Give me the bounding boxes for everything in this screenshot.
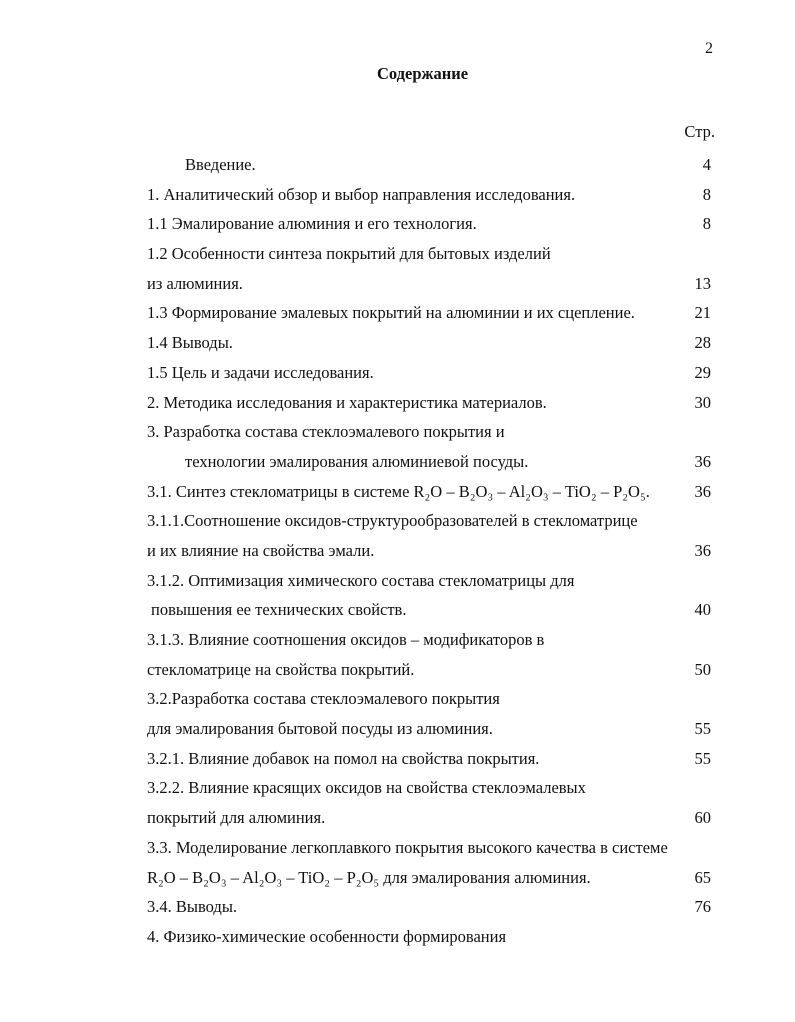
toc-entry — [0, 358, 795, 388]
toc-entry-title: Введение. — [185, 155, 256, 174]
toc-entry — [0, 239, 795, 269]
toc-entry-title: 3.1.3. Влияние соотношения оксидов – модификаторов в — [147, 630, 545, 649]
toc-entry-title: технологии эмалирования алюминиевой посуды. — [185, 451, 529, 471]
toc-entry-page: 76 — [694, 897, 711, 917]
toc-entry — [0, 477, 795, 507]
toc-entry-title: 2. Методика исследования и характеристика материалов. — [147, 392, 547, 412]
page-title: Содержание — [376, 64, 469, 83]
toc-entry-title: 3.4. Выводы. — [147, 897, 238, 917]
toc-entry-page: 28 — [694, 333, 711, 353]
toc-entry-title: 4. Физико-химические особенности формирования — [147, 926, 507, 946]
toc-entry-title: 3.3. Моделирование легкоплавкого покрытия высокого качества в системе — [147, 837, 668, 857]
toc-entry — [0, 388, 795, 418]
toc-entry-title: 3.2.Разработка состава стеклоэмалевого покрытия — [147, 689, 500, 709]
toc-entry-page: 40 — [694, 600, 711, 620]
toc-entry-title: покрытий для алюминия. — [147, 808, 326, 828]
toc-entry-title: для эмалирования бытовой посуды из алюминия. — [147, 719, 493, 739]
toc-entry — [0, 684, 795, 714]
toc-entry-title: 1. Аналитический обзор и выбор направления исследования. — [147, 184, 576, 204]
toc-entry-page: 8 — [702, 184, 711, 204]
toc-entry — [0, 863, 795, 893]
toc-entry-title: 1.2 Особенности синтеза покрытий для бытовых изделий — [147, 244, 551, 264]
toc-entry-page: 55 — [694, 719, 711, 739]
toc-entry-title: 1.3 Формирование эмалевых покрытий на алюминии и их сцепление. — [147, 303, 635, 323]
toc-entry-page: 60 — [694, 808, 711, 828]
toc-entry-page: 13 — [694, 273, 711, 293]
toc-entry — [0, 714, 795, 744]
toc-entry — [0, 566, 795, 596]
toc-entry-title: 3.1. Синтез стекломатрицы в системе R₂O – B₂O₃ – Al₂O₃ – TiO₂ – P₂O₅. — [147, 481, 650, 501]
toc-entry-title: повышения ее технических свойств. — [151, 600, 407, 620]
toc-entry-title: 3.2.1. Влияние добавок на помол на свойства покрытия. — [147, 748, 540, 768]
toc-entry-title: 1.4 Выводы. — [147, 333, 233, 353]
toc-entry-page: 55 — [694, 748, 711, 768]
toc-entry-page: 30 — [694, 392, 711, 412]
toc-entry-page: 36 — [694, 481, 711, 501]
toc-entry — [0, 773, 795, 803]
table-of-contents — [0, 150, 795, 952]
toc-entry — [0, 655, 795, 685]
toc-entry-page: 36 — [694, 540, 711, 560]
toc-entry-title: 3.1.2. Оптимизация химического состава стекломатрицы для — [147, 570, 575, 590]
toc-entry — [0, 922, 795, 952]
toc-entry — [0, 803, 795, 833]
toc-entry-title: 3.2.2. Влияние красящих оксидов на свойства стеклоэмалевых — [147, 778, 586, 798]
toc-entry — [0, 209, 795, 239]
toc-entry-page: 4 — [702, 155, 711, 174]
toc-entry-page: 36 — [694, 451, 711, 471]
toc-entry-page: 29 — [694, 362, 711, 382]
toc-entry — [0, 417, 795, 447]
toc-entry — [0, 506, 795, 536]
toc-entry — [0, 595, 795, 625]
toc-entry — [0, 536, 795, 566]
toc-entry-title: R₂O – B₂O₃ – Al₂O₃ – TiO₂ – P₂O₅ для эмалирования алюминия. — [147, 867, 591, 887]
toc-entry — [0, 625, 795, 655]
toc-entry-title: 1.5 Цель и задачи исследования. — [147, 362, 374, 382]
toc-entry-page: 65 — [694, 867, 711, 887]
toc-entry — [0, 892, 795, 922]
toc-entry — [0, 833, 795, 863]
toc-entry-page: 21 — [694, 303, 711, 323]
toc-entry — [0, 447, 795, 477]
page-number: 2 — [705, 40, 713, 57]
toc-entry — [0, 744, 795, 774]
toc-entry-title: 1.1 Эмалирование алюминия и его технология. — [147, 214, 477, 234]
toc-entry-page: 8 — [702, 214, 711, 234]
toc-entry-title: и их влияние на свойства эмали. — [147, 540, 375, 560]
toc-entry — [0, 180, 795, 210]
toc-entry — [0, 150, 795, 180]
toc-entry — [0, 328, 795, 358]
page-column-label: Стр. — [684, 122, 715, 141]
toc-entry-title: 3.1.1.Соотношение оксидов-структурообразователей в стекломатрице — [147, 511, 638, 531]
toc-entry-title: стекломатрице на свойства покрытий. — [147, 659, 415, 679]
toc-entry-title: 3. Разработка состава стеклоэмалевого покрытия и — [147, 422, 505, 442]
toc-entry-page: 50 — [694, 659, 711, 679]
toc-entry — [0, 298, 795, 328]
toc-entry — [0, 269, 795, 299]
toc-entry-title: из алюминия. — [147, 273, 243, 293]
